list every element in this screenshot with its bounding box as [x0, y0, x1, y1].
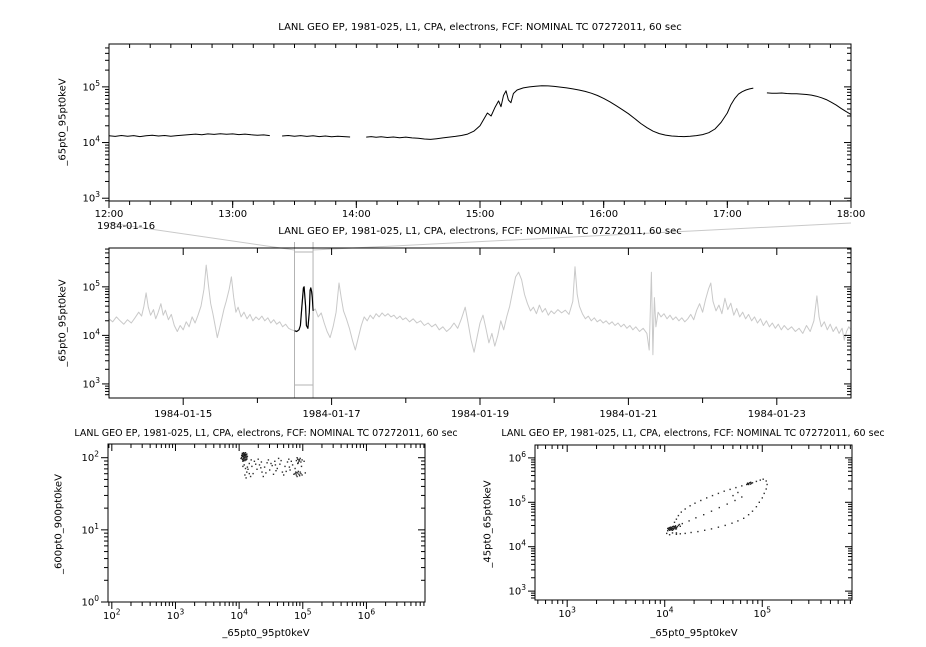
date-tick-label: 1984-01-19 — [450, 409, 510, 420]
date-context-label: 1984-01-16 — [97, 221, 156, 232]
panel-top-timeseries — [82, 44, 865, 232]
panel-context-timeseries — [82, 248, 851, 420]
tick-label: $10^6$ — [357, 607, 376, 622]
tick-label: $10^6$ — [508, 449, 526, 465]
context-panel-ylabel: _65pt0_95pt0keV — [57, 279, 69, 367]
tick-label: $10^2$ — [103, 607, 121, 622]
time-tick-label: 15:00 — [465, 209, 495, 220]
tick-label: $10^5$ — [294, 607, 312, 622]
date-tick-label: 1984-01-17 — [302, 409, 361, 420]
time-tick-label: 16:00 — [589, 209, 619, 220]
tick-label: $10^1$ — [81, 521, 99, 537]
tick-label: $10^3$ — [166, 607, 185, 622]
tick-label: $10^2$ — [81, 449, 99, 465]
tick-label: $10^3$ — [508, 583, 526, 598]
tick-label: $10^4$ — [82, 134, 100, 150]
scatter-left-title: LANL GEO EP, 1981-025, L1, CPA, electrons, FCF: NOMINAL TC 07272011, 60 sec — [74, 428, 458, 439]
scatter-left-ylabel: _600pt0_900pt0keV — [53, 474, 65, 574]
scatter-right-xlabel: _65pt0_95pt0keV — [650, 628, 738, 639]
tick-label: $10^5$ — [82, 278, 100, 294]
date-tick-label: 1984-01-21 — [599, 409, 658, 420]
context-panel-title: LANL GEO EP, 1981-025, L1, CPA, electrons, FCF: NOMINAL TC 07272011, 60 sec — [278, 226, 682, 237]
tick-label: $10^5$ — [82, 78, 100, 94]
panel-scatter-600-900 — [81, 444, 425, 622]
scatter-right-title: LANL GEO EP, 1981-025, L1, CPA, electrons, FCF: NOMINAL TC 07272011, 60 sec — [501, 428, 885, 439]
time-tick-label: 14:00 — [341, 209, 371, 220]
time-tick-label: 13:00 — [218, 209, 248, 220]
time-tick-label: 17:00 — [712, 209, 742, 220]
date-tick-label: 1984-01-15 — [154, 409, 213, 420]
tick-label: $10^0$ — [81, 594, 99, 609]
tick-label: $10^3$ — [82, 190, 100, 205]
time-tick-label: 12:00 — [94, 209, 124, 220]
tick-label: $10^3$ — [558, 605, 576, 620]
scatter-600-900-plot-area[interactable] — [108, 444, 425, 602]
scatter-left-xlabel: _65pt0_95pt0keV — [222, 628, 310, 639]
tick-label: $10^4$ — [82, 327, 100, 342]
time-tick-label: 18:00 — [836, 209, 866, 220]
tick-label: $10^5$ — [753, 605, 772, 620]
tick-label: $10^4$ — [230, 607, 248, 622]
scatter-right-ylabel: _45pt0_65pt0keV — [482, 480, 494, 568]
tick-label: $10^5$ — [508, 494, 526, 509]
date-tick-label: 1984-01-23 — [747, 409, 806, 420]
context-timeseries-plot-area[interactable] — [109, 248, 851, 398]
scatter-45-65-plot-area[interactable] — [535, 445, 852, 600]
panel-scatter-45-65 — [508, 445, 852, 620]
top-panel-ylabel: _65pt0_95pt0keV — [57, 78, 69, 166]
tick-label: $10^4$ — [508, 538, 526, 554]
top-timeseries-plot-area[interactable] — [109, 44, 851, 201]
top-panel-title: LANL GEO EP, 1981-025, L1, CPA, electrons, FCF: NOMINAL TC 07272011, 60 sec — [278, 22, 682, 33]
tick-label: $10^3$ — [82, 375, 100, 391]
tick-label: $10^4$ — [655, 605, 674, 620]
